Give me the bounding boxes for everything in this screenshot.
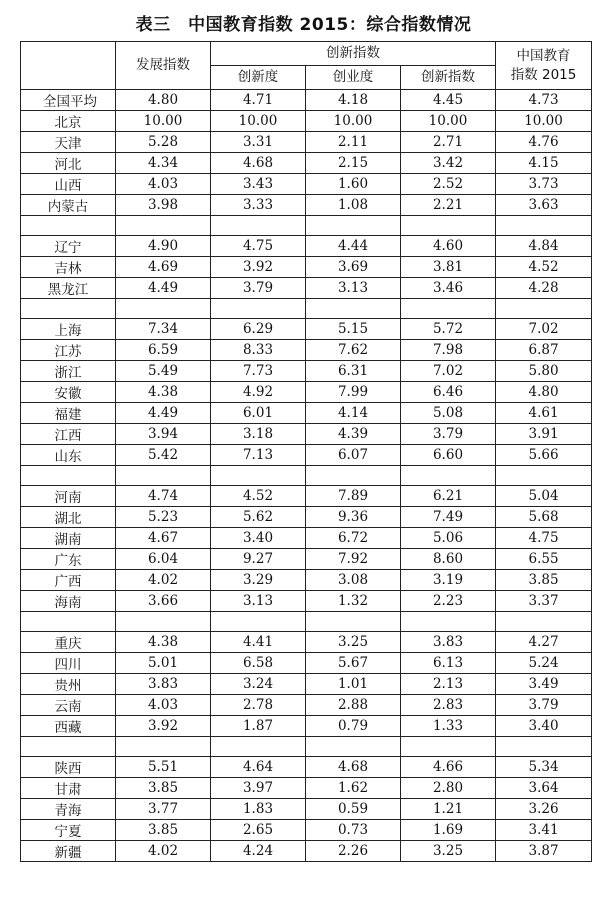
- value-cell: 5.08: [401, 403, 496, 424]
- value-cell: 1.60: [306, 174, 401, 195]
- table-row: [21, 632, 592, 653]
- value-cell: 9.27: [211, 549, 306, 570]
- value-cell: 4.84: [496, 236, 592, 257]
- value-cell: 10.00: [116, 111, 211, 132]
- value-cell: 5.23: [116, 507, 211, 528]
- value-cell: 8.33: [211, 340, 306, 361]
- value-cell: 5.49: [116, 361, 211, 382]
- value-cell: 4.14: [306, 403, 401, 424]
- value-cell: 5.68: [496, 507, 592, 528]
- region-cell: 青海: [21, 799, 116, 820]
- value-cell: 7.02: [401, 361, 496, 382]
- empty-cell: [496, 737, 592, 757]
- value-cell: 3.69: [306, 257, 401, 278]
- value-cell: 3.13: [306, 278, 401, 299]
- value-cell: 2.11: [306, 132, 401, 153]
- value-cell: 3.24: [211, 674, 306, 695]
- value-cell: 5.80: [496, 361, 592, 382]
- value-cell: 3.97: [211, 778, 306, 799]
- empty-cell: [496, 612, 592, 632]
- value-cell: 4.02: [116, 570, 211, 591]
- value-cell: 1.01: [306, 674, 401, 695]
- value-cell: 3.83: [116, 674, 211, 695]
- value-cell: 6.87: [496, 340, 592, 361]
- table-row: [21, 507, 592, 528]
- region-header: [21, 42, 116, 90]
- region-cell: 新疆: [21, 841, 116, 862]
- region-cell: 安徽: [21, 382, 116, 403]
- empty-cell: [21, 216, 116, 236]
- empty-cell: [211, 299, 306, 319]
- value-cell: 6.31: [306, 361, 401, 382]
- value-cell: 8.60: [401, 549, 496, 570]
- value-cell: 1.83: [211, 799, 306, 820]
- empty-cell: [116, 466, 211, 486]
- group-separator-row: [21, 216, 592, 236]
- innovation-degree-header: 创新度: [211, 66, 306, 90]
- empty-cell: [401, 466, 496, 486]
- table-row: [21, 403, 592, 424]
- empty-cell: [116, 612, 211, 632]
- region-cell: 河北: [21, 153, 116, 174]
- region-cell: 北京: [21, 111, 116, 132]
- empty-cell: [116, 216, 211, 236]
- region-cell: 江西: [21, 424, 116, 445]
- table-row: [21, 570, 592, 591]
- region-cell: 云南: [21, 695, 116, 716]
- value-cell: 7.13: [211, 445, 306, 466]
- table-row: [21, 257, 592, 278]
- table-row: [21, 236, 592, 257]
- empty-cell: [401, 299, 496, 319]
- value-cell: 4.52: [496, 257, 592, 278]
- innovation-group-header: 创新指数: [211, 42, 496, 66]
- value-cell: 2.23: [401, 591, 496, 612]
- table-row: [21, 424, 592, 445]
- empty-cell: [211, 216, 306, 236]
- value-cell: 1.69: [401, 820, 496, 841]
- region-cell: 内蒙古: [21, 195, 116, 216]
- value-cell: 7.89: [306, 486, 401, 507]
- table-row: [21, 757, 592, 778]
- table-row: [21, 153, 592, 174]
- value-cell: 4.34: [116, 153, 211, 174]
- region-cell: 山东: [21, 445, 116, 466]
- value-cell: 2.21: [401, 195, 496, 216]
- table-row: [21, 111, 592, 132]
- value-cell: 3.43: [211, 174, 306, 195]
- value-cell: 4.15: [496, 153, 592, 174]
- value-cell: 5.24: [496, 653, 592, 674]
- value-cell: 3.19: [401, 570, 496, 591]
- value-cell: 6.46: [401, 382, 496, 403]
- group-separator-row: [21, 466, 592, 486]
- value-cell: 10.00: [306, 111, 401, 132]
- value-cell: 2.13: [401, 674, 496, 695]
- table-row: [21, 653, 592, 674]
- value-cell: 7.34: [116, 319, 211, 340]
- table-row: [21, 90, 592, 111]
- value-cell: 2.80: [401, 778, 496, 799]
- table-row: [21, 799, 592, 820]
- region-cell: 吉林: [21, 257, 116, 278]
- empty-cell: [21, 612, 116, 632]
- value-cell: 3.49: [496, 674, 592, 695]
- value-cell: 4.45: [401, 90, 496, 111]
- value-cell: 5.01: [116, 653, 211, 674]
- empty-cell: [496, 466, 592, 486]
- value-cell: 7.49: [401, 507, 496, 528]
- value-cell: 4.68: [306, 757, 401, 778]
- value-cell: 3.64: [496, 778, 592, 799]
- value-cell: 3.91: [496, 424, 592, 445]
- value-cell: 6.13: [401, 653, 496, 674]
- value-cell: 3.26: [496, 799, 592, 820]
- value-cell: 10.00: [496, 111, 592, 132]
- value-cell: 2.26: [306, 841, 401, 862]
- value-cell: 10.00: [211, 111, 306, 132]
- value-cell: 5.15: [306, 319, 401, 340]
- value-cell: 3.25: [401, 841, 496, 862]
- value-cell: 7.02: [496, 319, 592, 340]
- development-index-header: 发展指数: [116, 42, 211, 90]
- value-cell: 3.37: [496, 591, 592, 612]
- value-cell: 2.83: [401, 695, 496, 716]
- value-cell: 4.27: [496, 632, 592, 653]
- value-cell: 1.62: [306, 778, 401, 799]
- value-cell: 5.34: [496, 757, 592, 778]
- value-cell: 7.73: [211, 361, 306, 382]
- value-cell: 4.67: [116, 528, 211, 549]
- value-cell: 5.62: [211, 507, 306, 528]
- region-cell: 四川: [21, 653, 116, 674]
- value-cell: 1.08: [306, 195, 401, 216]
- value-cell: 0.79: [306, 716, 401, 737]
- region-cell: 福建: [21, 403, 116, 424]
- value-cell: 3.66: [116, 591, 211, 612]
- empty-cell: [306, 299, 401, 319]
- empty-cell: [211, 612, 306, 632]
- region-cell: 宁夏: [21, 820, 116, 841]
- value-cell: 3.83: [401, 632, 496, 653]
- value-cell: 4.02: [116, 841, 211, 862]
- value-cell: 3.92: [211, 257, 306, 278]
- table-row: [21, 716, 592, 737]
- table-row: [21, 382, 592, 403]
- value-cell: 4.75: [496, 528, 592, 549]
- value-cell: 4.90: [116, 236, 211, 257]
- value-cell: 2.52: [401, 174, 496, 195]
- value-cell: 3.40: [211, 528, 306, 549]
- region-cell: 黑龙江: [21, 278, 116, 299]
- value-cell: 7.99: [306, 382, 401, 403]
- value-cell: 5.72: [401, 319, 496, 340]
- empty-cell: [21, 737, 116, 757]
- value-cell: 6.29: [211, 319, 306, 340]
- value-cell: 4.24: [211, 841, 306, 862]
- region-cell: 浙江: [21, 361, 116, 382]
- table-row: [21, 278, 592, 299]
- value-cell: 4.18: [306, 90, 401, 111]
- value-cell: 3.79: [211, 278, 306, 299]
- table-row: [21, 549, 592, 570]
- empty-cell: [496, 299, 592, 319]
- value-cell: 6.07: [306, 445, 401, 466]
- group-separator-row: [21, 612, 592, 632]
- value-cell: 3.85: [116, 820, 211, 841]
- table-row: [21, 340, 592, 361]
- region-cell: 重庆: [21, 632, 116, 653]
- region-cell: 江苏: [21, 340, 116, 361]
- value-cell: 4.64: [211, 757, 306, 778]
- table-row: [21, 195, 592, 216]
- empty-cell: [401, 216, 496, 236]
- table-row: [21, 841, 592, 862]
- value-cell: 3.29: [211, 570, 306, 591]
- value-cell: 3.40: [496, 716, 592, 737]
- value-cell: 4.69: [116, 257, 211, 278]
- group-separator-row: [21, 737, 592, 757]
- value-cell: 4.68: [211, 153, 306, 174]
- table-row: [21, 674, 592, 695]
- value-cell: 4.61: [496, 403, 592, 424]
- value-cell: 5.42: [116, 445, 211, 466]
- value-cell: 4.60: [401, 236, 496, 257]
- value-cell: 4.41: [211, 632, 306, 653]
- value-cell: 3.31: [211, 132, 306, 153]
- region-cell: 甘肃: [21, 778, 116, 799]
- value-cell: 2.88: [306, 695, 401, 716]
- table-row: [21, 778, 592, 799]
- value-cell: 4.80: [496, 382, 592, 403]
- value-cell: 3.85: [116, 778, 211, 799]
- empty-cell: [306, 216, 401, 236]
- region-cell: 湖北: [21, 507, 116, 528]
- value-cell: 3.46: [401, 278, 496, 299]
- value-cell: 3.92: [116, 716, 211, 737]
- region-cell: 陕西: [21, 757, 116, 778]
- region-cell: 上海: [21, 319, 116, 340]
- table-row: [21, 132, 592, 153]
- value-cell: 1.33: [401, 716, 496, 737]
- value-cell: 3.18: [211, 424, 306, 445]
- empty-cell: [116, 737, 211, 757]
- group-separator-row: [21, 299, 592, 319]
- value-cell: 4.76: [496, 132, 592, 153]
- value-cell: 3.33: [211, 195, 306, 216]
- region-cell: 广东: [21, 549, 116, 570]
- table-row: [21, 486, 592, 507]
- value-cell: 4.66: [401, 757, 496, 778]
- value-cell: 2.71: [401, 132, 496, 153]
- empty-cell: [116, 299, 211, 319]
- value-cell: 3.94: [116, 424, 211, 445]
- empty-cell: [306, 737, 401, 757]
- entrepreneurship-degree-header: 创业度: [306, 66, 401, 90]
- value-cell: 5.06: [401, 528, 496, 549]
- empty-cell: [211, 737, 306, 757]
- region-cell: 天津: [21, 132, 116, 153]
- empty-cell: [401, 612, 496, 632]
- region-cell: 西藏: [21, 716, 116, 737]
- table-row: [21, 820, 592, 841]
- value-cell: 4.39: [306, 424, 401, 445]
- value-cell: 3.85: [496, 570, 592, 591]
- value-cell: 5.67: [306, 653, 401, 674]
- value-cell: 0.73: [306, 820, 401, 841]
- empty-cell: [401, 737, 496, 757]
- value-cell: 9.36: [306, 507, 401, 528]
- region-cell: 广西: [21, 570, 116, 591]
- value-cell: 3.98: [116, 195, 211, 216]
- region-cell: 河南: [21, 486, 116, 507]
- region-cell: 湖南: [21, 528, 116, 549]
- value-cell: 4.44: [306, 236, 401, 257]
- value-cell: 3.63: [496, 195, 592, 216]
- value-cell: 2.15: [306, 153, 401, 174]
- region-cell: 海南: [21, 591, 116, 612]
- empty-cell: [21, 299, 116, 319]
- empty-cell: [306, 466, 401, 486]
- value-cell: 6.04: [116, 549, 211, 570]
- value-cell: 6.59: [116, 340, 211, 361]
- value-cell: 6.58: [211, 653, 306, 674]
- value-cell: 4.52: [211, 486, 306, 507]
- region-cell: 贵州: [21, 674, 116, 695]
- value-cell: 4.38: [116, 382, 211, 403]
- innovation-index-header: 创新指数: [401, 66, 496, 90]
- empty-cell: [496, 216, 592, 236]
- value-cell: 3.79: [496, 695, 592, 716]
- value-cell: 0.59: [306, 799, 401, 820]
- composite-index-table: [20, 41, 592, 862]
- value-cell: 4.03: [116, 695, 211, 716]
- value-cell: 4.49: [116, 403, 211, 424]
- value-cell: 3.13: [211, 591, 306, 612]
- region-cell: 山西: [21, 174, 116, 195]
- value-cell: 3.73: [496, 174, 592, 195]
- table-row: [21, 319, 592, 340]
- value-cell: 2.65: [211, 820, 306, 841]
- value-cell: 3.87: [496, 841, 592, 862]
- value-cell: 4.49: [116, 278, 211, 299]
- value-cell: 2.78: [211, 695, 306, 716]
- empty-cell: [21, 466, 116, 486]
- value-cell: 4.38: [116, 632, 211, 653]
- value-cell: 6.01: [211, 403, 306, 424]
- value-cell: 7.98: [401, 340, 496, 361]
- value-cell: 4.03: [116, 174, 211, 195]
- table-title: 表三 中国教育指数 2015：综合指数情况: [135, 15, 472, 35]
- value-cell: 3.08: [306, 570, 401, 591]
- value-cell: 3.41: [496, 820, 592, 841]
- region-cell: 辽宁: [21, 236, 116, 257]
- value-cell: 7.92: [306, 549, 401, 570]
- value-cell: 3.81: [401, 257, 496, 278]
- value-cell: 3.77: [116, 799, 211, 820]
- empty-cell: [306, 612, 401, 632]
- table-row: [21, 174, 592, 195]
- value-cell: 5.28: [116, 132, 211, 153]
- value-cell: 4.92: [211, 382, 306, 403]
- value-cell: 4.73: [496, 90, 592, 111]
- value-cell: 10.00: [401, 111, 496, 132]
- value-cell: 4.80: [116, 90, 211, 111]
- value-cell: 6.21: [401, 486, 496, 507]
- value-cell: 3.79: [401, 424, 496, 445]
- value-cell: 3.42: [401, 153, 496, 174]
- value-cell: 3.25: [306, 632, 401, 653]
- table-row: [21, 445, 592, 466]
- value-cell: 1.87: [211, 716, 306, 737]
- table-row: [21, 591, 592, 612]
- value-cell: 7.62: [306, 340, 401, 361]
- value-cell: 6.60: [401, 445, 496, 466]
- value-cell: 6.72: [306, 528, 401, 549]
- composite-index-header: 中国教育 指数 2015: [496, 42, 592, 90]
- table-row: [21, 528, 592, 549]
- value-cell: 4.75: [211, 236, 306, 257]
- value-cell: 5.66: [496, 445, 592, 466]
- empty-cell: [211, 466, 306, 486]
- value-cell: 4.71: [211, 90, 306, 111]
- value-cell: 6.55: [496, 549, 592, 570]
- region-cell: 全国平均: [21, 90, 116, 111]
- value-cell: 1.21: [401, 799, 496, 820]
- value-cell: 4.28: [496, 278, 592, 299]
- table-row: [21, 361, 592, 382]
- value-cell: 5.04: [496, 486, 592, 507]
- value-cell: 5.51: [116, 757, 211, 778]
- table-body: [21, 90, 592, 862]
- value-cell: 1.32: [306, 591, 401, 612]
- table-row: [21, 695, 592, 716]
- value-cell: 4.74: [116, 486, 211, 507]
